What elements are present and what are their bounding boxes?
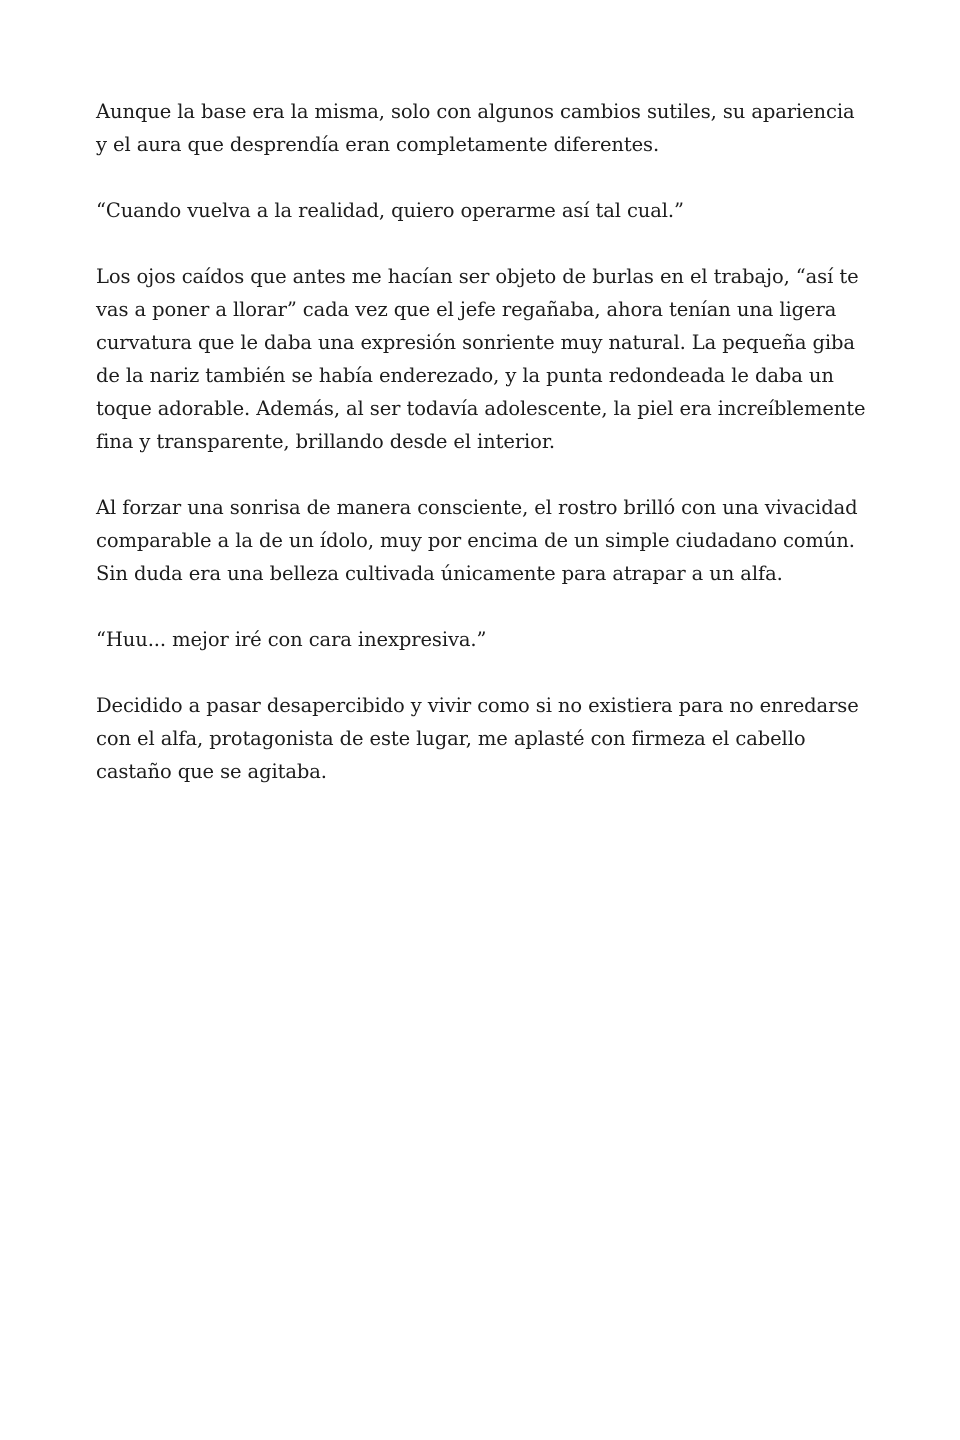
paragraph-2: “Cuando vuelva a la realidad, quiero operarme así tal cual.” <box>96 199 684 222</box>
paragraph-6: Decidido a pasar desapercibido y vivir como si no existiera para no enredarse con el alfa, protagonista de este lugar, me aplasté con firmeza el cabello castaño que se agitaba. <box>96 694 859 783</box>
paragraph-3: Los ojos caídos que antes me hacían ser objeto de burlas en el trabajo, “así te vas a poner a llorar” cada vez que el jefe regañaba, ahora tenían una ligera curvatura que le daba una expresión sonriente muy natural. La pequeña giba de la nariz también se había enderezado, y la punta redondeada le daba un toque adorable. Además, al ser todavía adolescente, la piel era increíblemente fina y transparente, brillando desde el interior. <box>96 265 866 453</box>
paragraph-4: Al forzar una sonrisa de manera consciente, el rostro brilló con una vivacidad comparable a la de un ídolo, muy por encima de un simple ciudadano común. Sin duda era una belleza cultivada únicamente para atrapar a un alfa. <box>96 496 858 585</box>
paragraph-1: Aunque la base era la misma, solo con algunos cambios sutiles, su apariencia y el aura que desprendía eran completamente diferentes. <box>96 100 855 156</box>
paragraph-5: “Huu... mejor iré con cara inexpresiva.” <box>96 628 487 651</box>
text-body <box>96 95 871 821</box>
